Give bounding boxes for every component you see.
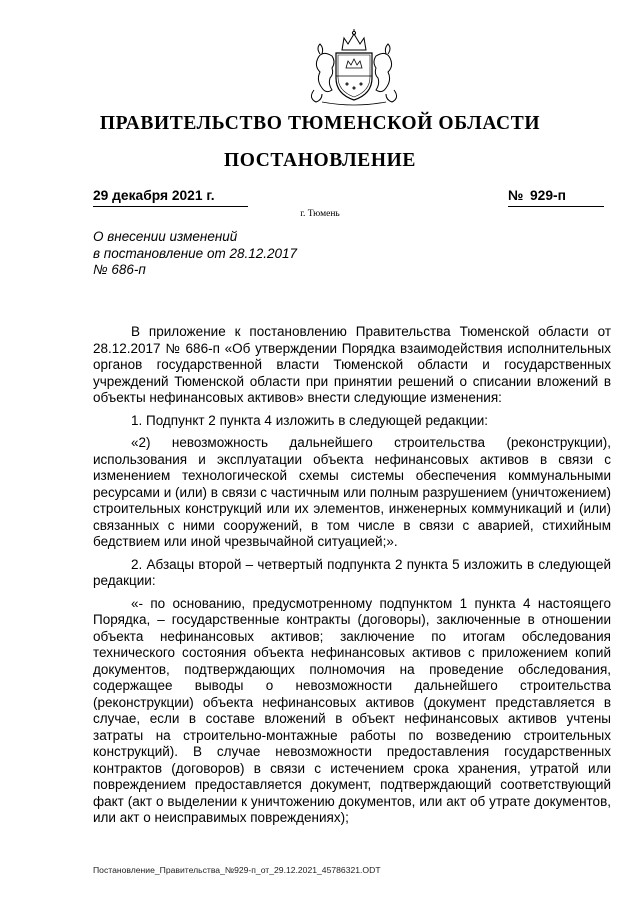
coat-of-arms-icon <box>292 28 416 108</box>
body-paragraph: В приложение к постановлению Правительства Тюменской области от 28.12.2017 № 686-п «Об утверждении Порядка взаимодействия исполнительных органов государственной власти Тюменской области и государственных учреждений Тюменской области при принятии решений о списании вложений в объекты нефинансовых активов» внести следующие изменения: <box>93 324 611 405</box>
body-paragraph: 2. Абзацы второй – четвертый подпункта 2 пункта 5 изложить в следующей редакции: <box>93 556 611 588</box>
document-subject <box>93 229 393 279</box>
number-sign: № <box>508 188 524 203</box>
document-type-title: ПОСТАНОВЛЕНИЕ <box>223 150 417 171</box>
government-title: ПРАВИТЕЛЬСТВО ТЮМЕНСКОЙ ОБЛАСТИ <box>99 113 541 134</box>
subject-line: № 686-п <box>93 262 146 277</box>
number-value: 929-п <box>530 188 566 203</box>
document-footer-filename: Постановление_Правительства_№929-п_от_29.12.2021_45786321.ODT <box>93 865 381 875</box>
date-value: 29 декабря 2021 г. <box>93 188 215 203</box>
subject-line: в постановление от 28.12.2017 <box>93 245 298 261</box>
document-date <box>93 188 248 207</box>
document-body <box>93 324 611 829</box>
document-number <box>508 188 604 207</box>
city-label: г. Тюмень <box>300 209 340 219</box>
body-paragraph: «2) невозможность дальнейшего строительства (реконструкции), использования и эксплуатации объекта нефинансовых активов в связи с изменением технологической схемы системы обеспечения коммунальными ресурсами и (или) в связи с частичным или полным разрушением (уничтожением) строительных конструкций или их элементов, инженерных коммуникаций и (или) связанных с ними сооружений, в том числе в связи с аварией, стихийным бедствием или иной чрезвычайной ситуацией;». <box>93 435 611 549</box>
subject-line: О внесении изменений <box>93 229 238 244</box>
body-paragraph: 1. Подпункт 2 пункта 4 изложить в следующей редакции: <box>131 412 489 428</box>
body-paragraph: «- по основанию, предусмотренному подпунктом 1 пункта 4 настоящего Порядка, – государственные контракты (договоры), заключенные в отношении объекта нефинансовых активов; заключение по итогам обследования технического состояния объекта нефинансовых активов с приложением копий документов, подтверждающих полномочия на проведение обследования, содержащее выводы о невозможности дальнейшего строительства (реконструкции) объекта нефинансовых активов (документ представляется в случае, если в составе вложений в объект нефинансовых активов учтены затраты на строительно-монтажные работы по возведению строительных конструкций). В случае невозможности предоставления государственных контрактов (договоров) в связи с истечением срока хранения, утратой или повреждением предоставляется документ, подтверждающий соответствующий факт (акт о выделении к уничтожению документов, или акт об утрате документов, или акт о неисправимых повреждениях); <box>93 595 611 825</box>
